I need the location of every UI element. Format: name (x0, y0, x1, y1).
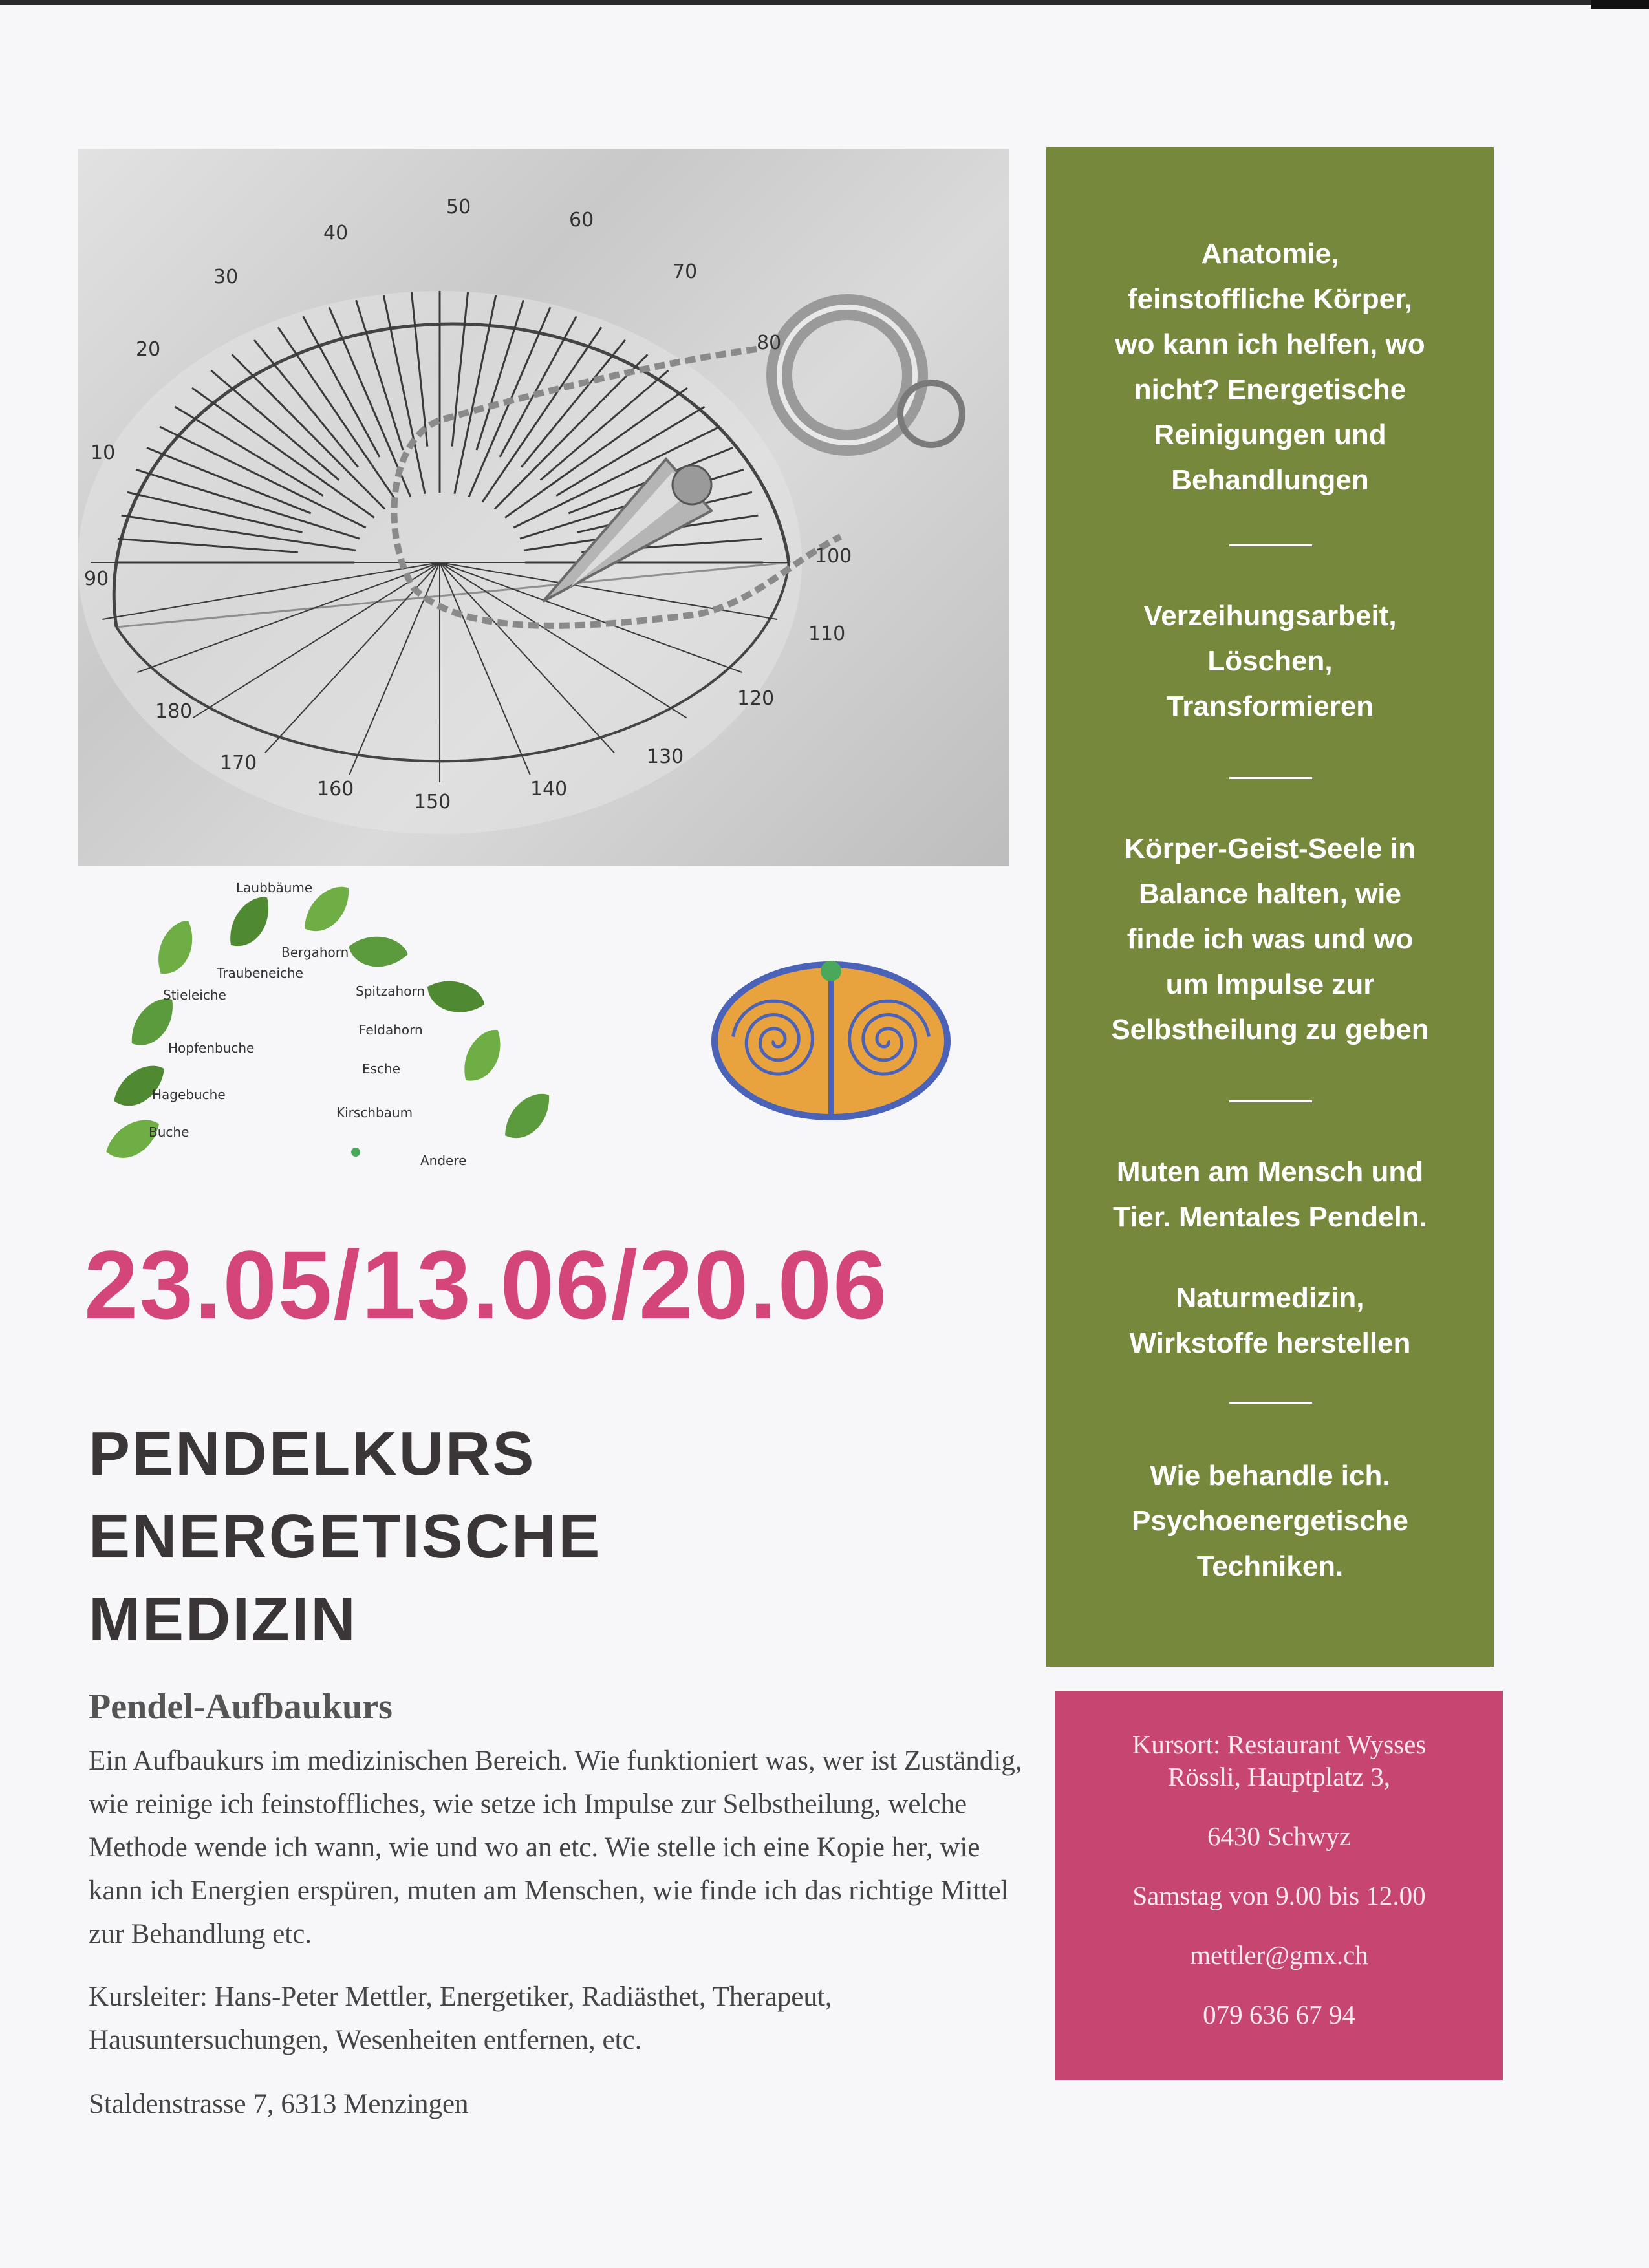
dial-number: 40 (323, 222, 349, 244)
topic-block (1059, 594, 1481, 729)
topics-panel (1046, 147, 1494, 1667)
course-description: Ein Aufbaukurs im medizinischen Bereich. Wie funktioniert was, wer ist Zuständig, wie reinige ich feinstoffliches, wie setze ich Impulse zur Selbstheilung, welche Methode wende ich wann, wie und wo an etc. Wie stelle ich eine Kopie her, wie kann ich Energien erspüren, muten am Menschen, wie finde ich das richtige Mittel zur Behandlung etc. (89, 1746, 1022, 1949)
title-line-2: ENERGETISCHE (89, 1502, 602, 1571)
leaf-label: Buche (149, 1124, 189, 1140)
topic-line: Wirkstoffe herstellen (1129, 1327, 1411, 1359)
schedule-text: Samstag von 9.00 bis 12.00 (1132, 1881, 1426, 1910)
topic-line: Körper-Geist-Seele in (1125, 833, 1416, 864)
dial-number: 60 (569, 209, 594, 231)
dial-number: 140 (530, 778, 568, 800)
dial-number: 130 (647, 745, 684, 768)
leaf-label: Bergahorn (281, 945, 349, 960)
page-title (89, 1413, 1026, 1661)
scan-edge-corner (1591, 0, 1649, 9)
topic-divider (1229, 544, 1312, 546)
leaf-label: Spitzahorn (356, 983, 426, 999)
dial-number: 70 (673, 261, 698, 283)
topic-line: Wie behandle ich. (1150, 1460, 1390, 1492)
topic-line: Psychoenergetische (1132, 1505, 1408, 1537)
dial-number: 30 (213, 266, 239, 288)
topic-divider (1229, 1100, 1312, 1102)
course-leader: Kursleiter: Hans-Peter Mettler, Energetiker, Radiästhet, Therapeut, Hausuntersuchungen, Wesenheiten entfernen, etc. (89, 1982, 832, 2055)
dial-number: 100 (815, 545, 852, 568)
title-line-1: PENDELKURS (89, 1419, 536, 1488)
leaf-label: Kirschbaum (336, 1105, 413, 1120)
topic-line: wo kann ich helfen, wo (1115, 328, 1425, 360)
topic-line: Anatomie, (1201, 238, 1339, 270)
contact-phone: 079 636 67 94 (1203, 2000, 1355, 2029)
location-city: 6430 Schwyz (1207, 1821, 1352, 1851)
leaf-label: Andere (420, 1153, 467, 1168)
course-dates: 23.05/13.06/20.06 (84, 1230, 889, 1339)
topic-line: finde ich was und wo (1126, 923, 1414, 955)
dial-number: 20 (136, 338, 161, 361)
topic-line: um Impulse zur (1165, 968, 1375, 1000)
topic-line: Löschen, (1207, 645, 1333, 677)
topic-block (1059, 826, 1481, 1053)
location-panel (1055, 1691, 1503, 2080)
leaf-label: Hopfenbuche (168, 1040, 255, 1056)
leaf-icon (345, 926, 411, 977)
topic-block (1059, 1150, 1481, 1240)
pendulum-dial-image (78, 149, 1009, 866)
leaf-icon (217, 891, 283, 954)
topic-divider (1229, 1402, 1312, 1404)
dial-number: 110 (808, 623, 846, 645)
spiral-logo (705, 950, 957, 1125)
topic-line: Techniken. (1196, 1550, 1344, 1582)
topic-line: Reinigungen und (1154, 419, 1386, 451)
topic-line: feinstoffliche Körper, (1127, 283, 1413, 315)
topic-line: Verzeihungsarbeit, (1143, 600, 1397, 632)
dial-number: 150 (414, 791, 451, 813)
topic-divider (1229, 777, 1312, 779)
leaf-label: Hagebuche (152, 1087, 226, 1102)
course-subtitle: Pendel-Aufbaukurs (89, 1687, 393, 1727)
dial-number: 180 (155, 700, 193, 723)
location-line-1: Kursort: Restaurant Wysses (1132, 1729, 1427, 1759)
topic-block (1059, 1276, 1481, 1366)
topic-line: Selbstheilung zu geben (1111, 1014, 1429, 1045)
leaf-label: Stieleiche (163, 987, 226, 1003)
dial-number: 160 (317, 778, 354, 800)
topic-line: Transformieren (1166, 690, 1374, 722)
dial-number: 80 (757, 332, 782, 354)
leaf-label: Traubeneiche (217, 965, 303, 981)
leader-address: Staldenstrasse 7, 6313 Menzingen (89, 2089, 469, 2119)
dial-number: 50 (446, 196, 471, 219)
location-line-2: Rössli, Hauptplatz 3, (1168, 1762, 1390, 1792)
dial-number: 10 (91, 442, 116, 464)
topic-line: nicht? Energetische (1134, 374, 1406, 405)
leaf-types-diagram (84, 873, 679, 1196)
topic-line: Tier. Mentales Pendeln. (1113, 1201, 1427, 1233)
topic-block (1059, 1453, 1481, 1589)
leaf-icon (451, 1024, 515, 1088)
contact-email: mettler@gmx.ch (1190, 1940, 1368, 1970)
leaf-label: Esche (362, 1061, 401, 1076)
center-dot-icon (351, 1148, 360, 1157)
leaf-icon (494, 1087, 561, 1145)
topic-line: Naturmedizin, (1176, 1282, 1364, 1314)
topic-line: Behandlungen (1171, 464, 1369, 496)
pendulum-photo (78, 149, 1009, 866)
topic-line: Balance halten, wie (1139, 878, 1401, 910)
leaf-label: Feldahorn (359, 1022, 423, 1038)
title-line-3: MEDIZIN (89, 1585, 358, 1654)
dial-number: 120 (737, 687, 775, 710)
leaf-icon (144, 915, 207, 981)
topic-line: Muten am Mensch und (1116, 1156, 1424, 1188)
leaf-label: Laubbäume (236, 880, 313, 895)
dial-number: 170 (220, 752, 257, 775)
leaf-icon (422, 968, 488, 1025)
topic-block (1059, 231, 1481, 503)
dial-number: 90 (84, 568, 109, 590)
scan-edge (0, 0, 1649, 5)
